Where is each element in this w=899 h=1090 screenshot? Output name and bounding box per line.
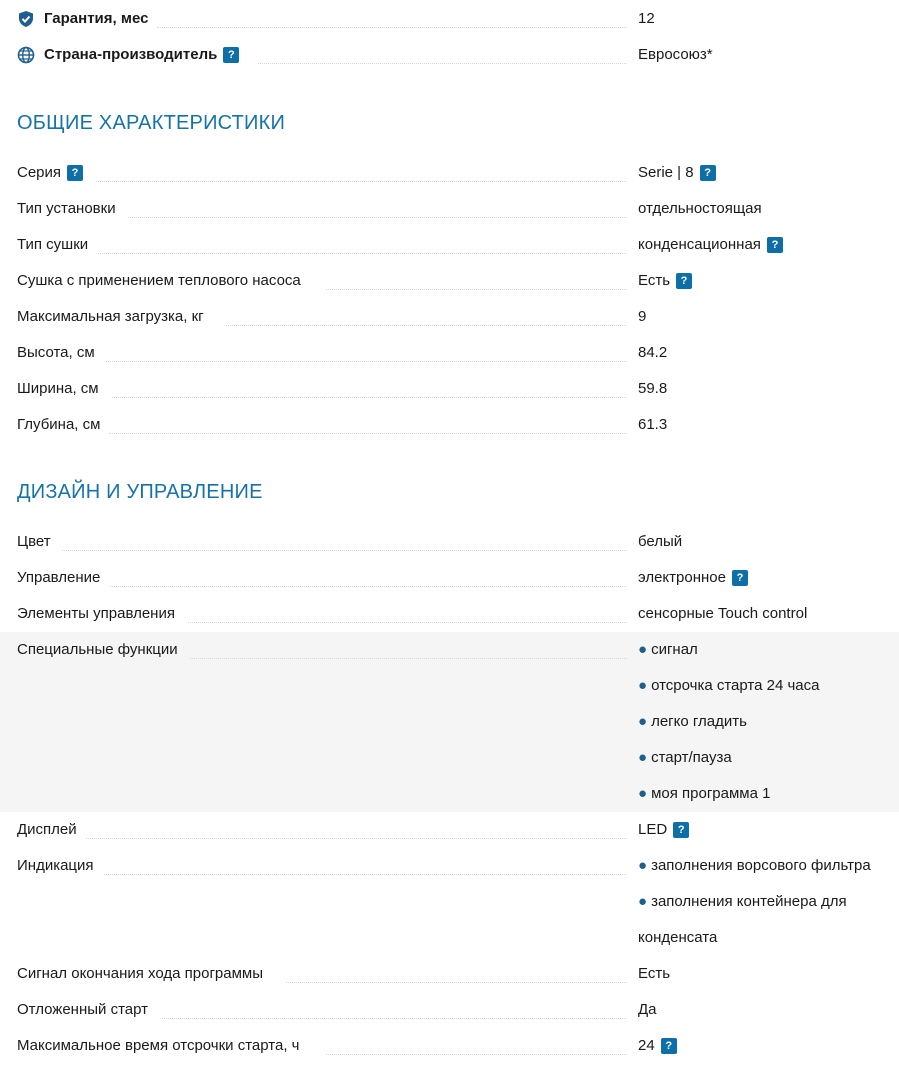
- spec-label: Управление: [17, 569, 101, 586]
- spec-value: 9: [638, 308, 647, 325]
- spec-label: Максимальное время отсрочки старта, ч: [17, 1037, 300, 1054]
- bullet: ●: [638, 857, 648, 874]
- dotted-leader: [190, 658, 627, 659]
- spec-label: Тип сушки: [17, 236, 89, 253]
- dotted-leader: [98, 253, 627, 254]
- spec-label: Сушка с применением теплового насоса: [17, 272, 301, 289]
- spec-label: Отложенный старт: [17, 1001, 149, 1018]
- dotted-leader: [110, 586, 627, 587]
- spec-row-install: [0, 191, 899, 227]
- list-item: [638, 668, 899, 704]
- list-item-text: старт/пауза: [651, 749, 732, 766]
- bullet: ●: [638, 785, 648, 802]
- spec-row-control: [0, 560, 899, 596]
- dotted-leader: [326, 289, 627, 290]
- spec-row-max-delay: [0, 1028, 899, 1064]
- spec-row-display: [0, 812, 899, 848]
- spec-label: Ширина, см: [17, 380, 99, 397]
- section-title-design: ДИЗАЙН И УПРАВЛЕНИЕ: [17, 481, 263, 503]
- dotted-leader: [112, 397, 627, 398]
- dotted-leader: [326, 1054, 627, 1055]
- help-icon[interactable]: ?: [223, 47, 239, 63]
- spec-value: отдельностоящая: [638, 200, 762, 217]
- spec-label: Специальные функции: [17, 641, 178, 658]
- spec-value-list: [638, 632, 899, 812]
- spec-value-text: 24: [638, 1037, 655, 1054]
- spec-value: сенсорные Touch control: [638, 605, 808, 622]
- help-icon[interactable]: ?: [767, 237, 783, 253]
- bullet: ●: [638, 677, 648, 694]
- dotted-leader: [286, 982, 627, 983]
- spec-row-color: [0, 524, 899, 560]
- dotted-leader: [106, 361, 627, 362]
- spec-label: Гарантия, мес: [44, 10, 149, 27]
- spec-row-end-signal: [0, 956, 899, 992]
- dotted-leader: [109, 433, 627, 434]
- bullet: ●: [638, 893, 648, 910]
- spec-label-text: Страна-производитель: [44, 46, 218, 63]
- spec-value: Евросоюз*: [638, 46, 713, 63]
- section-title-general: ОБЩИЕ ХАРАКТЕРИСТИКИ: [17, 112, 286, 134]
- spec-value: 59.8: [638, 380, 668, 397]
- spec-row-width: [0, 371, 899, 407]
- dotted-leader: [157, 27, 627, 28]
- spec-label: Высота, см: [17, 344, 95, 361]
- bullet: ●: [638, 749, 648, 766]
- list-item: [638, 740, 899, 776]
- list-item-text: сигнал: [651, 641, 698, 658]
- spec-row-elements: [0, 596, 899, 632]
- dotted-leader: [62, 550, 627, 551]
- spec-value: 84.2: [638, 344, 668, 361]
- spec-label: Элементы управления: [17, 605, 175, 622]
- spec-row-dry-type: [0, 227, 899, 263]
- dotted-leader: [96, 181, 627, 182]
- spec-label: [44, 37, 239, 73]
- list-item-text: легко гладить: [651, 713, 747, 730]
- spec-row-max-load: [0, 299, 899, 335]
- spec-row-series: [0, 155, 899, 191]
- spec-value: Есть: [638, 965, 671, 982]
- help-icon[interactable]: ?: [661, 1038, 677, 1054]
- spec-label: Индикация: [17, 857, 94, 874]
- spec-value-list: [638, 848, 899, 956]
- spec-value-text: Есть: [638, 272, 671, 289]
- spec-row-delay: [0, 992, 899, 1028]
- spec-value: [638, 812, 899, 848]
- spec-label-text: Серия: [17, 164, 62, 181]
- spec-value: [638, 1028, 899, 1064]
- list-item: [638, 704, 899, 740]
- spec-label: Сигнал окончания хода программы: [17, 965, 264, 982]
- spec-label: Максимальная загрузка, кг: [17, 308, 204, 325]
- dotted-leader: [162, 1018, 627, 1019]
- help-icon[interactable]: ?: [67, 165, 83, 181]
- list-item: [638, 776, 899, 812]
- help-icon[interactable]: ?: [700, 165, 716, 181]
- dotted-leader: [258, 63, 627, 64]
- spec-row-special-functions: [0, 632, 899, 812]
- dotted-leader: [188, 622, 627, 623]
- spec-label: [17, 155, 83, 191]
- spec-row-height: [0, 335, 899, 371]
- shield-check-icon: [17, 10, 35, 28]
- spec-label: Глубина, см: [17, 416, 101, 433]
- help-icon[interactable]: ?: [732, 570, 748, 586]
- spec-row-heat-pump: [0, 263, 899, 299]
- list-item-text: отсрочка старта 24 часа: [651, 677, 820, 694]
- spec-value: [638, 263, 899, 299]
- list-item-continuation: конденсата: [638, 929, 718, 946]
- globe-icon: [17, 46, 35, 64]
- list-item-text: заполнения контейнера для: [651, 893, 847, 910]
- spec-row-depth: [0, 407, 899, 443]
- spec-value: [638, 227, 899, 263]
- spec-value: [638, 560, 899, 596]
- spec-label: Дисплей: [17, 821, 77, 838]
- list-item: [638, 848, 899, 884]
- spec-value-text: электронное: [638, 569, 726, 586]
- spec-label: Цвет: [17, 533, 51, 550]
- spec-value: белый: [638, 533, 683, 550]
- spec-value: 12: [638, 10, 655, 27]
- spec-value: 61.3: [638, 416, 668, 433]
- spec-value: [638, 155, 899, 191]
- spec-value-text: конденсационная: [638, 236, 761, 253]
- help-icon[interactable]: ?: [676, 273, 692, 289]
- spec-row-indication: [0, 848, 899, 956]
- list-item: [638, 884, 899, 920]
- bullet: ●: [638, 641, 648, 658]
- spec-value-text: Serie | 8: [638, 164, 694, 181]
- dotted-leader: [86, 838, 627, 839]
- spec-label: Тип установки: [17, 200, 116, 217]
- spec-row-warranty: [0, 1, 899, 37]
- spec-value-text: LED: [638, 821, 668, 838]
- dotted-leader: [104, 874, 627, 875]
- help-icon[interactable]: ?: [673, 822, 689, 838]
- list-item-text: заполнения ворсового фильтра: [651, 857, 871, 874]
- list-item-text: моя программа 1: [651, 785, 771, 802]
- spec-row-country: [0, 37, 899, 73]
- dotted-leader: [128, 217, 627, 218]
- list-item: [638, 632, 899, 668]
- bullet: ●: [638, 713, 648, 730]
- spec-value: Да: [638, 1001, 657, 1018]
- dotted-leader: [226, 325, 627, 326]
